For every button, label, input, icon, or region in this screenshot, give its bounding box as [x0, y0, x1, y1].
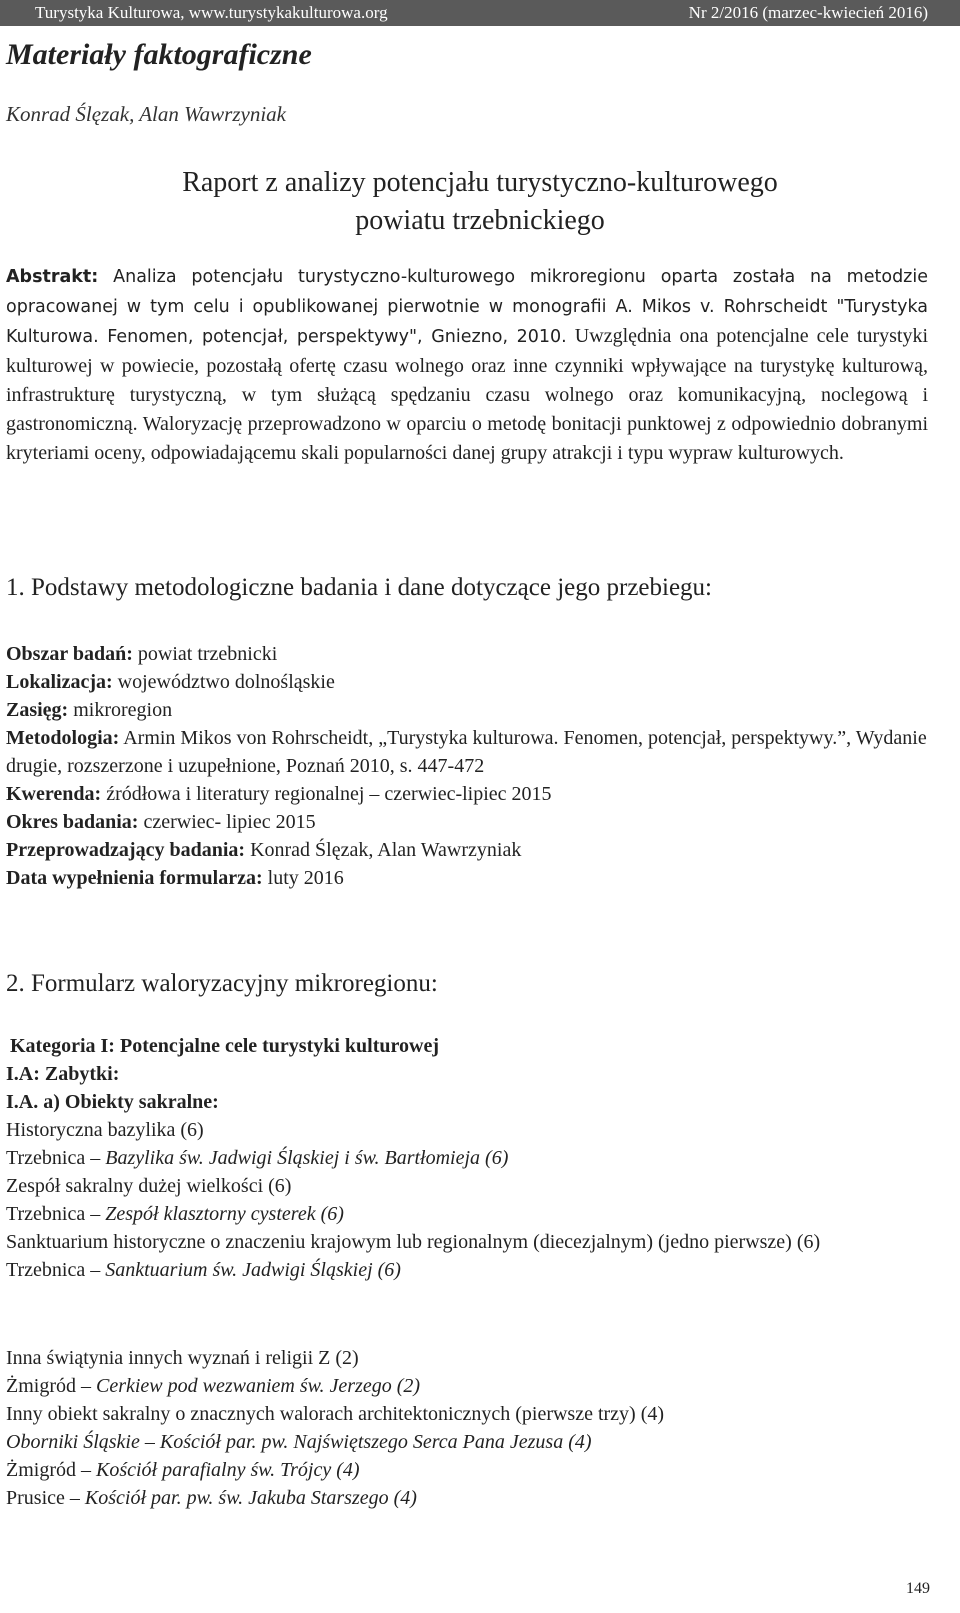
field-row: [6, 724, 928, 780]
field-row: [6, 836, 928, 864]
field-row: [6, 668, 928, 696]
field-label: Zasięg:: [6, 699, 69, 721]
page-title: [60, 164, 900, 240]
list-item: Oborniki Śląskie – Kościół par. pw. Najświętszego Serca Pana Jezusa (4): [6, 1431, 592, 1453]
list-item: Zespół sakralny dużej wielkości (6): [6, 1175, 292, 1197]
field-value: źródłowa i literatury regionalnej – czerwiec-lipiec 2015: [101, 783, 552, 805]
field-row: [6, 640, 928, 668]
field-value: województwo dolnośląskie: [112, 671, 335, 693]
field-label: Data wypełnienia formularza:: [6, 867, 263, 889]
list-item: Żmigród – Cerkiew pod wezwaniem św. Jerzego (2): [6, 1375, 421, 1397]
metadata-fields: [6, 640, 928, 892]
field-value: czerwiec- lipiec 2015: [138, 811, 316, 833]
subsubcategory-heading: I.A. a) Obiekty sakralne:: [6, 1091, 219, 1113]
list-item: Inny obiekt sakralny o znacznych walorach architektonicznych (pierwsze trzy) (4): [6, 1403, 665, 1425]
field-value: Konrad Ślęzak, Alan Wawrzyniak: [245, 839, 522, 861]
field-label: Kwerenda:: [6, 783, 102, 805]
list-item: Trzebnica – Bazylika św. Jadwigi Śląskiej i św. Bartłomieja (6): [6, 1147, 509, 1169]
subcategory-heading: I.A: Zabytki:: [6, 1063, 120, 1085]
field-label: Okres badania:: [6, 811, 139, 833]
valuation-form-continued: [6, 1344, 928, 1512]
list-item: Żmigród – Kościół parafialny św. Trójcy (4): [6, 1459, 360, 1481]
list-item: Historyczna bazylika (6): [6, 1119, 204, 1141]
title-line-1: Raport z analizy potencjału turystyczno-kulturowego: [182, 167, 778, 198]
valuation-form: [6, 1032, 928, 1284]
field-label: Przeprowadzający badania:: [6, 839, 246, 861]
field-label: Lokalizacja:: [6, 671, 113, 693]
category-heading: Kategoria I: Potencjalne cele turystyki kulturowej: [10, 1035, 439, 1057]
running-header: [0, 0, 960, 26]
field-row: [6, 864, 928, 892]
field-value: luty 2016: [262, 867, 344, 889]
field-row: [6, 808, 928, 836]
section-label: Materiały faktograficzne: [6, 38, 312, 71]
header-journal: Turystyka Kulturowa, www.turystykakulturowa.org: [35, 3, 388, 22]
abstract-label: Abstrakt:: [6, 267, 99, 287]
field-label: Obszar badań:: [6, 643, 133, 665]
authors: Konrad Ślęzak, Alan Wawrzyniak: [6, 102, 287, 126]
abstract: [6, 262, 928, 468]
header-issue: Nr 2/2016 (marzec-kwiecień 2016): [688, 3, 928, 22]
abstract-text-1: Analiza potencjału turystyczno-kulturowego mikroregionu oparta została na metodzie opracowanej w tym celu i opublikowanej pierwotnie w monografii A. Mikos v. Rohrscheidt "Turystyka Kulturowa. Fenomen, potencjał, perspektywy", Gniezno, 2010.: [6, 267, 928, 347]
section-2-heading: 2. Formularz waloryzacyjny mikroregionu:: [6, 970, 438, 997]
title-line-2: powiatu trzebnickiego: [355, 205, 605, 236]
list-item: Sanktuarium historyczne o znaczeniu krajowym lub regionalnym (diecezjalnym) (jedno pierwsze) (6): [6, 1231, 821, 1253]
field-value: Armin Mikos von Rohrscheidt, „Turystyka kulturowa. Fenomen, potencjał, perspektywy.”, Wydanie drugie, rozszerzone i uzupełnione, Poznań 2010, s. 447-472: [6, 727, 927, 777]
list-item: Inna świątynia innych wyznań i religii Z (2): [6, 1347, 359, 1369]
page-number: 149: [906, 1580, 930, 1597]
field-value: mikroregion: [68, 699, 173, 721]
field-value: powiat trzebnicki: [132, 643, 278, 665]
list-item: Trzebnica – Sanktuarium św. Jadwigi Śląskiej (6): [6, 1259, 401, 1281]
field-row: [6, 696, 928, 724]
section-1-heading: 1. Podstawy metodologiczne badania i dane dotyczące jego przebiegu:: [6, 574, 712, 601]
field-label: Metodologia:: [6, 727, 120, 749]
abstract-text-2: Uwzględnia ona potencjalne cele turystyki kulturowej w powiecie, pozostałą ofertę czasu wolnego oraz inne czynniki wpływające na turystykę kulturową, infrastrukturę turystyczną, w tym służącą spędzaniu czasu wolnego oraz komunikacyjną, noclegową i gastronomiczną. Waloryzację przeprowadzono w oparciu o metodę bonitacji punktowej z odpowiednio dobranymi kryteriami oceny, odpowiadającemu skali popularności danej grupy atrakcji i typu wypraw kulturowych.: [6, 325, 928, 464]
field-row: [6, 780, 928, 808]
list-item: Prusice – Kościół par. pw. św. Jakuba Starszego (4): [6, 1487, 417, 1509]
list-item: Trzebnica – Zespół klasztorny cysterek (6): [6, 1203, 344, 1225]
